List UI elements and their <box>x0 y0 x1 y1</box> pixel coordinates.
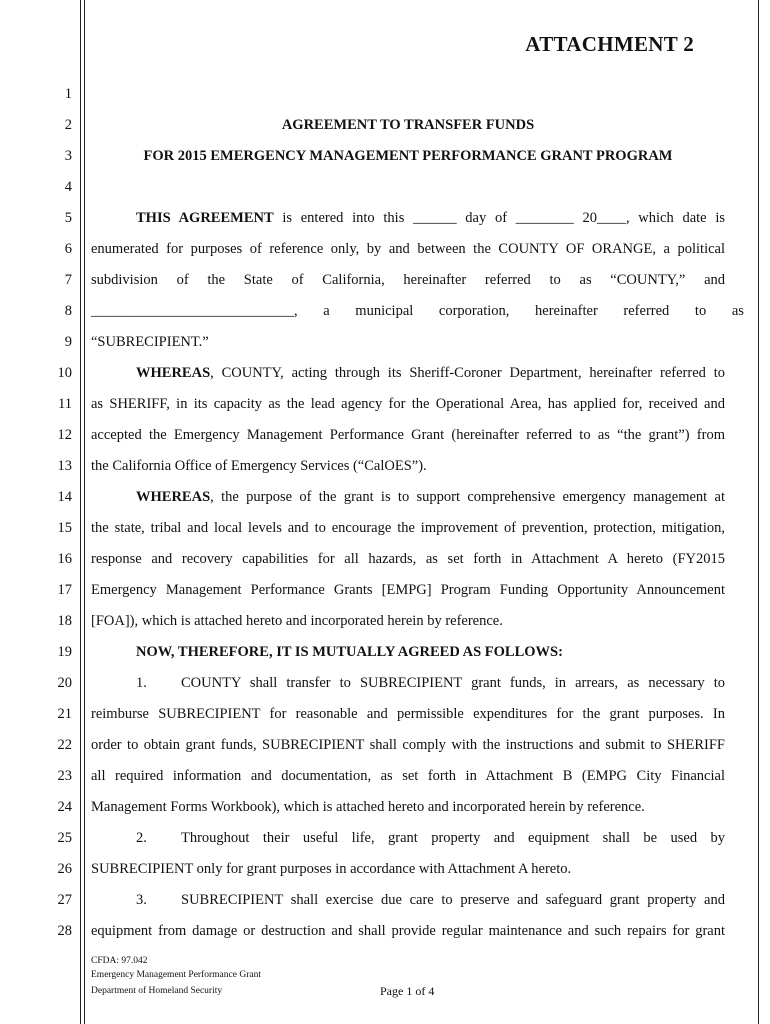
paragraph-line-28: equipment from damage or destruction and shall provide regular maintenance and such repairs for grant <box>91 923 725 939</box>
paragraph-line-15: the state, tribal and local levels and to encourage the improvement of prevention, protection, mitigation, <box>91 520 725 536</box>
line-number: 19 <box>57 644 72 660</box>
paragraph-line-11: as SHERIFF, in its capacity as the lead agency for the Operational Area, has applied for, received and <box>91 396 725 412</box>
paragraph-line-5: THIS AGREEMENT is entered into this ______ day of ________ 20____, which date is <box>136 210 725 226</box>
item-number-2: 2. <box>136 830 147 846</box>
line-number: 26 <box>57 861 72 877</box>
left-margin-rule-inner <box>84 0 85 1024</box>
right-margin-rule <box>758 0 759 1024</box>
line-number: 23 <box>57 768 72 784</box>
line-number: 11 <box>58 396 72 412</box>
title-line-1: AGREEMENT TO TRANSFER FUNDS <box>281 117 535 133</box>
line-number: 16 <box>57 551 72 567</box>
line-number: 27 <box>57 892 72 908</box>
line-number: 4 <box>64 179 72 195</box>
line-number: 12 <box>57 427 72 443</box>
paragraph-line-14: WHEREAS, the purpose of the grant is to support comprehensive emergency management at <box>136 489 725 505</box>
paragraph-line-13: the California Office of Emergency Services (“CalOES”). <box>91 458 427 474</box>
line-number: 20 <box>57 675 72 691</box>
line-number: 3 <box>64 148 72 164</box>
line-number: 5 <box>64 210 72 226</box>
title-line-2: FOR 2015 EMERGENCY MANAGEMENT PERFORMANCE GRANT PROGRAM <box>143 148 673 164</box>
line-number: 28 <box>57 923 72 939</box>
footer-department: Department of Homeland Security <box>91 986 223 996</box>
line-number: 15 <box>57 520 72 536</box>
paragraph-line-12: accepted the Emergency Management Performance Grant (hereinafter referred to as “the grant”) from <box>91 427 725 443</box>
footer-program: Emergency Management Performance Grant <box>91 970 261 980</box>
paragraph-line-9: “SUBRECIPIENT.” <box>91 334 209 350</box>
line-number: 21 <box>57 706 72 722</box>
page-number: Page 1 of 4 <box>380 984 435 998</box>
paragraph-line-10: WHEREAS, COUNTY, acting through its Sheriff-Coroner Department, hereinafter referred to <box>136 365 725 381</box>
line-number: 10 <box>57 365 72 381</box>
paragraph-line-22: order to obtain grant funds, SUBRECIPIENT shall comply with the instructions and submit to SHERIFF <box>91 737 725 753</box>
paragraph-line-18: [FOA]), which is attached hereto and incorporated herein by reference. <box>91 613 503 629</box>
line-number: 8 <box>64 303 72 319</box>
line-number: 25 <box>57 830 72 846</box>
item-3-text: SUBRECIPIENT shall exercise due care to preserve and safeguard grant property and <box>181 892 725 908</box>
paragraph-line-23: all required information and documentation, as set forth in Attachment B (EMPG City Financial <box>91 768 725 784</box>
paragraph-line-6: enumerated for purposes of reference only, by and between the COUNTY OF ORANGE, a political <box>91 241 725 257</box>
line-number: 7 <box>64 272 72 288</box>
paragraph-line-8: ____________________________, a municipal corporation, hereinafter referred to as <box>91 303 744 319</box>
line-number: 2 <box>64 117 72 133</box>
paragraph-line-21: reimburse SUBRECIPIENT for reasonable and permissible expenditures for the grant purposes. In <box>91 706 725 722</box>
attachment-label: ATTACHMENT 2 <box>525 32 694 56</box>
paragraph-line-19: NOW, THEREFORE, IT IS MUTUALLY AGREED AS FOLLOWS: <box>136 644 563 660</box>
paragraph-line-24: Management Forms Workbook), which is attached hereto and incorporated herein by reference. <box>91 799 645 815</box>
footer-cfda: CFDA: 97.042 <box>91 956 148 966</box>
left-margin-rule-outer <box>80 0 81 1024</box>
line-number: 1 <box>64 86 72 102</box>
item-1-text: COUNTY shall transfer to SUBRECIPIENT grant funds, in arrears, as necessary to <box>181 675 725 691</box>
item-number-3: 3. <box>136 892 147 908</box>
paragraph-line-16: response and recovery capabilities for all hazards, as set forth in Attachment A hereto (FY2015 <box>91 551 725 567</box>
line-number: 18 <box>57 613 72 629</box>
line-number: 13 <box>57 458 72 474</box>
line-number: 6 <box>64 241 72 257</box>
line-number: 17 <box>57 582 72 598</box>
paragraph-line-7: subdivision of the State of California, hereinafter referred to as “COUNTY,” and <box>91 272 725 288</box>
item-number-1: 1. <box>136 675 147 691</box>
line-number: 14 <box>57 489 72 505</box>
item-2-text: Throughout their useful life, grant property and equipment shall be used by <box>181 830 725 846</box>
line-number: 24 <box>57 799 72 815</box>
line-number: 9 <box>64 334 72 350</box>
line-number: 22 <box>57 737 72 753</box>
paragraph-line-26: SUBRECIPIENT only for grant purposes in accordance with Attachment A hereto. <box>91 861 572 877</box>
paragraph-line-17: Emergency Management Performance Grants [EMPG] Program Funding Opportunity Announcement <box>91 582 725 598</box>
